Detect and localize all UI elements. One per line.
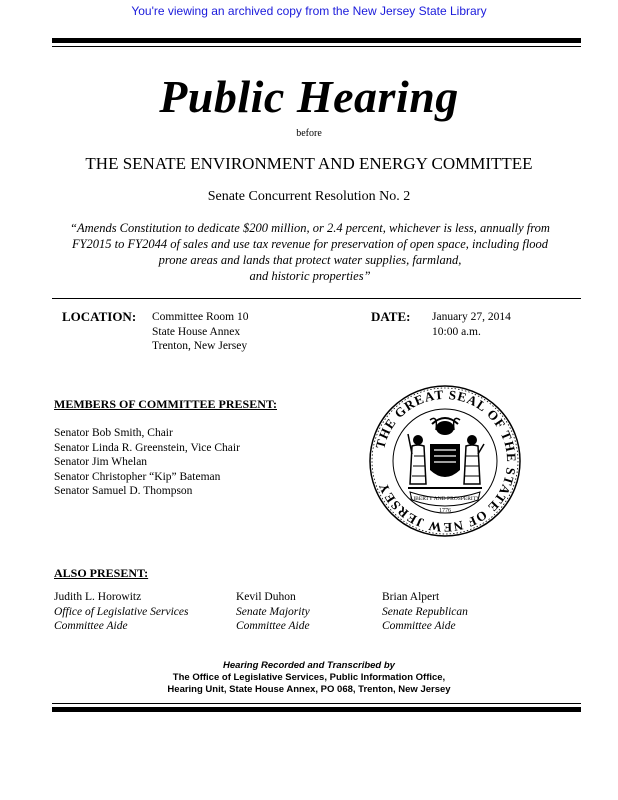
person-title: Committee Aide: [236, 620, 310, 632]
also-present-person: [382, 590, 468, 634]
committee-name: THE SENATE ENVIRONMENT AND ENERGY COMMITTEE: [85, 154, 533, 173]
description-line: “Amends Constitution to dedicate $200 million, or 2.4 percent, whichever is less, annually from: [70, 221, 550, 235]
credit-line: Hearing Unit, State House Annex, PO 068, Trenton, New Jersey: [167, 684, 451, 695]
member-name: Senator Christopher “Kip” Bateman: [54, 470, 221, 483]
document-title: Public Hearing: [159, 71, 459, 122]
location-details: [152, 310, 248, 354]
also-present-person: [54, 590, 188, 634]
person-name: Kevil Duhon: [236, 591, 296, 603]
location-label: LOCATION:: [62, 309, 137, 324]
members-heading: MEMBERS OF COMMITTEE PRESENT:: [54, 397, 278, 411]
date-line: 10:00 a.m.: [432, 325, 481, 338]
bottom-rule-thick: [52, 707, 581, 712]
person-role: Office of Legislative Services: [54, 605, 189, 618]
description-line: prone areas and lands that protect water supplies, farmland,: [158, 253, 462, 267]
member-name: Senator Bob Smith, Chair: [54, 427, 173, 439]
date-label: DATE:: [371, 309, 411, 324]
resolution-number: Senate Concurrent Resolution No. 2: [207, 189, 411, 204]
archive-banner: You're viewing an archived copy from the New Jersey State Library: [131, 4, 487, 18]
credit-line: The Office of Legislative Services, Public Information Office,: [172, 672, 446, 683]
credit-line: Hearing Recorded and Transcribed by: [223, 660, 395, 671]
date-details: [432, 310, 511, 339]
also-present-person: [236, 590, 310, 634]
person-role: Senate Majority: [236, 605, 310, 618]
member-name: Senator Samuel D. Thompson: [54, 485, 193, 497]
transcription-credit: [0, 660, 618, 696]
description-line: and historic properties”: [249, 269, 371, 283]
person-title: Committee Aide: [54, 620, 128, 632]
top-rule-thin: [52, 46, 581, 47]
bottom-rule-thin: [52, 703, 581, 704]
member-name: Senator Jim Whelan: [54, 456, 148, 468]
person-name: Brian Alpert: [382, 591, 440, 603]
description-line: FY2015 to FY2044 of sales and use tax revenue for preservation of open space, including flood: [71, 237, 549, 251]
person-name: Judith L. Horowitz: [54, 591, 142, 603]
section-divider: [52, 298, 581, 299]
also-present-heading: ALSO PRESENT:: [54, 566, 149, 580]
resolution-description: [60, 220, 560, 284]
seal-year: 1776: [439, 508, 451, 514]
state-seal-icon: [368, 384, 522, 538]
top-rule-thick: [52, 38, 581, 43]
person-title: Committee Aide: [382, 620, 456, 632]
location-line: Trenton, New Jersey: [152, 340, 248, 352]
members-list: [54, 426, 240, 499]
location-line: State House Annex: [152, 325, 241, 338]
seal-ribbon-text: LIBERTY AND PROSPERITY: [409, 496, 481, 502]
seal-outer-text: THE GREAT SEAL OF THE STATE OF NEW JERSEY: [372, 386, 520, 536]
before-label: before: [296, 128, 322, 139]
member-name: Senator Linda R. Greenstein, Vice Chair: [54, 441, 240, 454]
person-role: Senate Republican: [382, 605, 468, 618]
location-line: Committee Room 10: [152, 311, 249, 323]
date-line: January 27, 2014: [432, 311, 511, 323]
